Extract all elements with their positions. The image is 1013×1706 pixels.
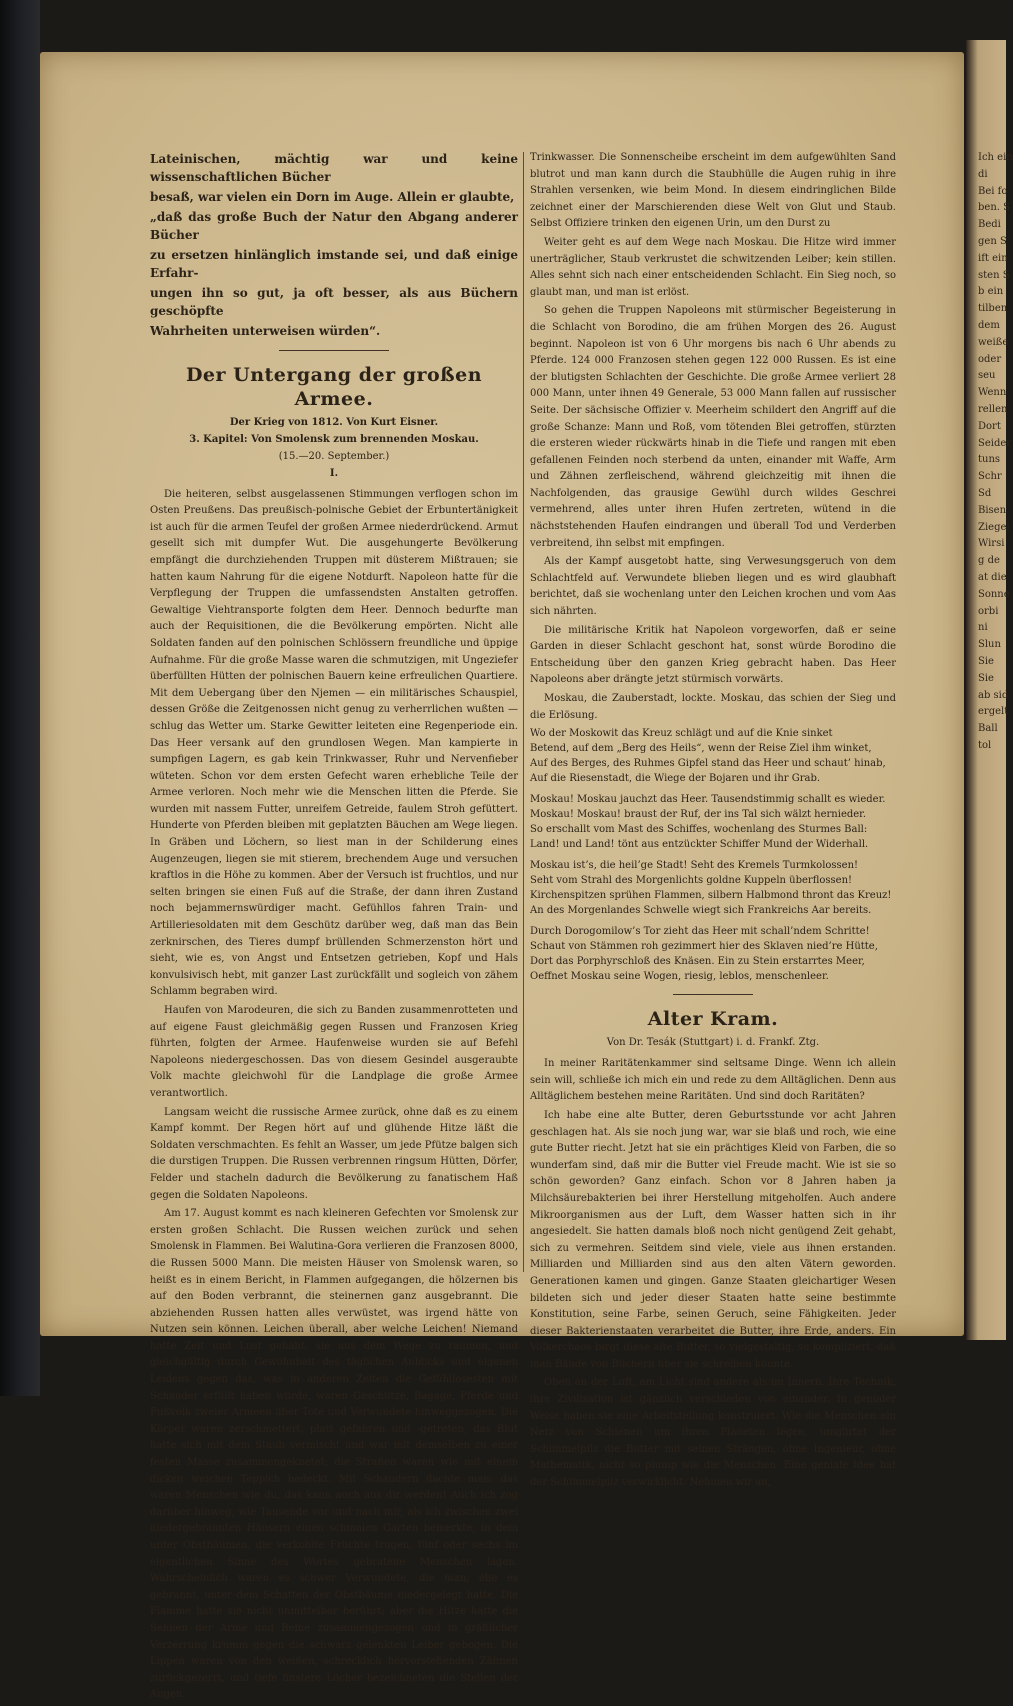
verse-line: Moskau! Moskau! braust der Ruf, der ins Tal sich wälzt hernieder.: [530, 809, 867, 821]
article-title: Alter Kram.: [647, 1008, 779, 1031]
fragment-line: Ball: [978, 723, 998, 735]
fragment-line: Ziegel: [978, 521, 1010, 533]
article-paragraph: Haufen von Marodeuren, die sich zu Banden zusammenrotteten und auf eigene Faust gleichmäßig gegen Russen und Franzosen Krieg führten, folgten der Armee. Haufenweise wurden sie auf Befehl Napoleons niedergeschossen. Das von diesem Gesindel ausgeraubte Volk machte gleichwohl für die Landplage die große Armee verantwortlich.: [150, 1005, 518, 1099]
article-paragraph: Weiter geht es auf dem Wege nach Moskau. Die Hitze wird immer unerträglicher, Staub verkrustet die schwitzenden Leiber; kein stillen. Alles sehnt sich nach einer entscheidenden Schlacht. Ein Sieg noch, so glaubt man, und man ist erlöst.: [530, 236, 896, 298]
fragment-line: Seider: [978, 437, 1012, 449]
fragment-line: ben. S: [978, 202, 1010, 214]
fragment-line: oder: [978, 353, 1002, 365]
intro-line: besaß, war vielen ein Dorn im Auge. Allein er glaubte,: [150, 190, 515, 204]
intro-line: Wahrheiten unterweisen würden“.: [150, 324, 381, 338]
verse-line: Moskau ist’s, die heil’ge Stadt! Seht des Kremels Turmkolossen!: [530, 860, 859, 872]
poem-stanza: [530, 858, 896, 918]
fragment-line: dem: [978, 319, 1000, 331]
verse-line: Dort das Porphyrschloß des Knäsen. Ein zu Stein erstarrtes Meer,: [530, 956, 865, 968]
verse-line: Schaut von Stämmen roh gezimmert hier des Sklaven nied’re Hütte,: [530, 941, 878, 953]
adjacent-page-text: [966, 40, 1013, 755]
poem-stanza: [530, 792, 896, 852]
fragment-line: Ich ein: [978, 152, 1013, 163]
verse-line: Seht vom Strahl des Morgenlichts goldne Kuppeln überflossen!: [530, 875, 853, 887]
article-paragraph: Ich habe eine alte Butter, deren Geburtsstunde vor acht Jahren geschlagen hat. Als sie noch jung war, war sie blaß und roch, wie eine gute Butter riecht. Jetzt hat sie ein prächtiges Kleid von Farben, die so wunderfam sind, daß mir die Butter viel Freude macht. Wie ist sie so schön geworden? Ganz einfach. Schon vor 8 Jahren haben ja Milchsäurebakterien bei ihrer Herstellung mitgeholfen. Auch andere Mikroorganismen aus der Luft, dem Wasser hatten sich in ihr angesiedelt. Sie hatten damals bloß noch nicht genügend Zeit gehabt, sich zu vermehren. Seitdem sind viele, viele aus ihnen erstanden. Milliarden und Milliarden sind aus den alten Vätern geworden. Generationen kamen und gingen. Ganze Staaten gleichartiger Wesen bildeten sich und jeder dieser Staaten hatte seine bestimmte Konstitution, seine Farbe, seinen Geruch, seine Fähigkeiten. Jeder dieser Bakterienstaaten verarbeitet die Butter, ihre Erde, anders. Ein Völkerchaos birgt diese alte Butter, so vielgestaltig, so kompliziert, daß man Bände von Büchern über sie schreiben könnte.: [530, 1109, 896, 1370]
fragment-line: Dort: [978, 420, 1001, 432]
fragment-line: di: [978, 168, 988, 180]
fragment-line: ergelt: [978, 706, 1009, 718]
fragment-line: Schr: [978, 471, 1002, 483]
section-numeral: I.: [329, 468, 339, 479]
article-paragraph: Als der Kampf ausgetobt hatte, sing Verwesungsgeruch von dem Schlachtfeld auf. Verwundete blieben liegen und es wird glaubhaft berichtet, daß sie wochenlang unter den Leichen krochen und vom Aas sich nährten.: [530, 556, 896, 618]
fragment-line: Sie: [978, 672, 994, 684]
right-column: [530, 150, 896, 1494]
fragment-line: Sd: [978, 487, 992, 499]
fragment-line: gen S: [978, 235, 1007, 247]
fragment-line: orbi: [978, 605, 999, 617]
verse-line: Moskau! Moskau jauchzt das Heer. Tausendstimmig schallt es wieder.: [530, 794, 886, 806]
column-divider: [523, 152, 524, 1272]
fragment-line: Bisen: [978, 504, 1007, 516]
article-paragraph: Die militärische Kritik hat Napoleon vorgeworfen, daß er seine Garden in dieser Schlacht geschont hat, sonst würde Borodino die Entscheidung über den ganzen Krieg gebracht haben. Das Heer Napoleons aber drängte jetzt stürmisch vorwärts.: [530, 624, 896, 686]
section-rule: [673, 994, 753, 995]
article-subtitle: Der Krieg von 1812. Von Kurt Eisner.: [229, 417, 439, 428]
fragment-line: b ein: [978, 286, 1004, 298]
fragment-line: tol: [978, 739, 992, 751]
intro-line: ungen ihn so gut, ja oft besser, als aus Büchern geschöpfte: [150, 286, 518, 318]
article-byline: Von Dr. Tesák (Stuttgart) i. d. Frankf. Ztg.: [606, 1037, 820, 1049]
article-paragraph: Langsam weicht die russische Armee zurück, ohne daß es zu einem Kampf kommt. Der Regen hört auf und glühende Hitze läßt die Soldaten verschmachten. Es fehlt an Wasser, um jede Pfütze balgen sich die durstigen Truppen. Die Russen verbrennen ringsum Hütten, Dörfer, Felder und stacheln dadurch die Bevölkerung zu fanatischem Haß gegen die Soldaten Napoleons.: [150, 1106, 518, 1201]
fragment-line: ni: [978, 622, 988, 634]
intro-line: Lateinischen, mächtig war und keine wissenschaftlichen Bücher: [150, 152, 518, 184]
article-paragraph: Die heiteren, selbst ausgelassenen Stimmungen verflogen schon im Osten Preußens. Das preußisch-polnische Gebiet der Erbuntertänigkeit ist auch für die armen Teufel der großen Armee niederdrückend. Armut gesellt sich mit dumpfer Wut. Die ausgehungerte Bevölkerung empfängt die durchziehenden Truppen mit düsterem Mißtrauen; sie hatten kaum Nahrung für die eigene Notdurft. Napoleon hatte für die Verpflegung der Truppen die umfassendsten Anstalten getroffen. Gewaltige Viehtransporte folgten dem Heer. Dennoch bedurfte man auch der Requisitionen, die die Bevölkerung empörten. Nicht alle Soldaten fanden auf den polnischen Schlössern freundliche und üppige Aufnahme. Für die große Masse waren die schmutzigen, mit Ungeziefer überfüllten Hütten der polnischen Bauern keine erfreulichen Quartiere. Mit dem Uebergang über den Njemen — ein militärisches Schauspiel, dessen Größe die Zeitgenossen nicht genug zu verherrlichen wußten — schlug das Wetter um. Starke Gewitter leiteten eine Regenperiode ein. Das Heer versank auf den grundlosen Wegen. Man kampierte in sumpfigen Lagern, es gab kein Trinkwasser, Ruhr und Nervenfieber wüteten. Schon vor dem ersten Gefecht waren erhebliche Teile der Armee verloren. Noch mehr wie die Menschen litten die Pferde. Sie wurden mit nassem Futter, unreifem Getreide, faulem Stroh gefüttert. Hunderte von Pferden bleiben mit geplatzten Bäuchen am Wege liegen. In Gräben und Löchern, so liest man in der Schilderung eines Augenzeugen, liegen sie mit stierem, brechendem Auge und versuchen kraftlos in die Höhe zu kommen. Aber der Versuch ist fruchtlos, und nur selten bringen sie einen Fuß auf die Straße, der dann ihren Zustand noch bejammernswürdiger macht. Gefühllos fahren Train- und Artilleriesoldaten mit dem Geschütz darüber weg, daß man das Bein zerknirschen, des Tieres dumpf brüllenden Schmerzenston hört und sieht, wie es, von Angst und Entsetzen getrieben, Kopf und Hals konvulsivisch hebt, mit ganzer Last zurückfällt und sogleich von zähem Schlamm begraben wird.: [150, 488, 518, 998]
poem-stanza: [530, 726, 896, 786]
verse-line: Wo der Moskowit das Kreuz schlägt und auf die Knie sinket: [530, 728, 833, 740]
article-paragraph: So gehen die Truppen Napoleons mit stürmischer Begeisterung in die Schlacht von Borodino, die am frühen Morgen des 26. August beginnt. Napoleon ist von 6 Uhr morgens bis nach 6 Uhr abends zu Pferde. 124 000 Franzosen stehen gegen 122 000 Russen. Es ist eine der blutigsten Schlachten der Geschichte. Die große Armee verliert 28 000 Mann, unter ihnen 49 Generale, 53 000 Mann fallen auf russischer Seite. Der sächsische Offizier v. Meerheim schildert den Angriff auf die große Schanze: Mann und Roß, vom tötenden Blei getroffen, stürzten die ersteren wieder rückwärts hinab in die Tiefe und rangen mit eben gefallenen Feinden noch sterbend da unten, einander mit Waffe, Arm und Zähnen zerfleischend, während gleichzeitig mit ihnen die Nachfolgenden, das grausige Gewühl durch wildes Geschrei vermehrend, alles unter ihren Hufen zertreten, wütend in die nächststehenden Haufen eindrangen und überall Tod und Verderben verbreitend, ihn selbst mit empfingen.: [530, 305, 896, 549]
verse-line: Oeffnet Moskau seine Wogen, riesig, leblos, menschenleer.: [530, 971, 829, 983]
fragment-line: rellen: [978, 403, 1008, 415]
fragment-line: Sonne: [978, 588, 1010, 600]
article-paragraph: Moskau, die Zauberstadt, lockte. Moskau, das schien der Sieg und die Erlösung.: [530, 693, 896, 721]
article-title: Der Untergang der großen Armee.: [185, 364, 483, 410]
fragment-line: ab sid: [978, 689, 1009, 701]
article-paragraph: Trinkwasser. Die Sonnenscheibe erscheint im dem aufgewühlten Sand blutrot und man kann durch die Staubhülle die Augen ruhig in ihre Strahlen versenken, wie beim Mond. In diesem eindringlichen Bilde zeichnet einer der Marschierenden diese Welt von Glut und Staub. Selbst Offiziere trinken den eigenen Urin, um den Durst zu: [530, 152, 896, 230]
fragment-line: seu: [978, 370, 996, 382]
verse-line: Kirchenspitzen sprühen Flammen, silbern Halbmond thront das Kreuz!: [530, 890, 892, 902]
fragment-line: Wenn: [978, 387, 1007, 399]
verse-line: Auf des Berges, des Ruhmes Gipfel stand das Heer und schaut’ hinab,: [530, 758, 886, 770]
adjacent-page-edge: [966, 40, 1013, 1340]
verse-line: Betend, auf dem „Berg des Heils“, wenn der Reise Ziel ihm winket,: [530, 743, 872, 755]
book-binding-left: [0, 0, 40, 1396]
left-column: [150, 150, 518, 1706]
verse-line: So erschallt vom Mast des Schiffes, wochenlang des Sturmes Ball:: [530, 824, 868, 836]
fragment-line: tilben: [978, 303, 1008, 315]
fragment-line: Sie: [978, 655, 994, 667]
fragment-line: sten S: [978, 269, 1010, 281]
fragment-line: at die: [978, 571, 1007, 583]
fragment-line: ift ein: [978, 252, 1008, 264]
fragment-line: Wirsi: [978, 538, 1005, 550]
article-paragraph: Am 17. August kommt es nach kleineren Gefechten vor Smolensk zur ersten großen Schlacht. Die Russen weichen zurück und sehen Smolensk in Flammen. Bei Walutina-Gora verlieren die Franzosen 8000, die Russen 5000 Mann. Die meisten Häuser von Smolensk waren, so heißt es in einem Bericht, in Flammen aufgegangen, die hölzernen bis auf den Boden verbrannt, die steinernen ganz ausgebrannt. Die abziehenden Russen hatten alles verwüstet, was irgend hätte von Nutzen sein können. Leichen überall, aber welche Leichen! Niemand hatte Zeit und Lust gehabt, sie aus dem Wege zu räumen, und gleichgültig durch Gewohnheit des täglichen Anblicks und eigenen Leidens gegen das, was in anderen Zeiten die Gefühllosesten mit Schauder erfüllt haben würde, waren Geschütze, Bagage, Pferde und Fußvolk zweier Armeen über Tote und Verwundete hinweggezogen. Die Körper waren zerschmettert, platt gefahren und -getreten, das Blut hatte sich mit dem Staub vermischt und war mit demselben zu einer festen Masse zusammengeknetet; die Straßen waren wie mit einem dicken weichen Teppich bedeckt. Mit Schaudern dachte man: das waren Menschen wie du, das kann auch aus dir werden! Auch ich zog darüber hinweg, wie Tausende vor und nach mir, als ich zwischen zwei niedergebrannten Häusern einen schmalen Garten bemerkte, in dem unter Obstbäumen, die verkohlte Früchte trugen, fünf oder sechs im eigentlichen Sinne des Wortes gebratene Menschen lagen. Wahrscheinlich waren es schwer Verwundete, die man, ehe es gebrannt, unter dem Schatten der Obstbäume niedergelegt hatte. Die Flamme hatte sie nicht unmittelbar berührt; aber die Hitze hatte die Sehnen der Arme und Beine zusammengezogen und in gräßlicher Verzerrung krumm gegen die schwarz gelenkten Leiber gebogen. Die Lippen waren von den weißen, schrecklich hervorstehenden Zähnen zurückgezerrt, und tiefe finstere Löcher bezeichneten die Stellen der Augen.: [150, 1208, 518, 1701]
fragment-line: tuns: [978, 454, 1001, 466]
article-paragraph: In meiner Raritätenkammer sind seltsame Dinge. Wenn ich allein sein will, schließe ich mich ein und rede zu dem Alltäglichen. Denn aus Alltäglichem bestehen meine Raritäten. Und sind doch Raritäten?: [530, 1058, 896, 1103]
fragment-line: g de: [978, 555, 1000, 567]
verse-line: Auf die Riesenstadt, die Wiege der Bojaren und ihr Grab.: [530, 773, 821, 785]
article-paragraph: Oben an der Luft, am Licht sind andere als im Innern. Ihre Technik, ihre Zivilisation ist gänzlich verschieden von einander. In genialer Weise haben sie eine Arbeitsteilung konstruiert. Wie die Menschen ein Netz von Schienen um ihren Planeten legen, umgürtet der Schimmelpilz die Butter mit seinen Strängen, ohne Ingenieur, ohne Mathematik, nicht so plump wie die Menschen. Eine geniale Idee hat der Schimmelpilz verwirklicht. Nehmen wir an,: [530, 1377, 896, 1489]
fragment-line: Bei fo: [978, 185, 1008, 197]
chapter-heading: 3. Kapitel: Von Smolensk zum brennenden Moskau.: [189, 434, 479, 445]
intro-line: „daß das große Buch der Natur den Abgang anderer Bücher: [150, 210, 518, 242]
verse-line: An des Morgenlandes Schwelle wiegt sich Frankreichs Aar bereits.: [530, 905, 872, 917]
section-rule: [279, 350, 389, 351]
chapter-dates: (15.—20. September.): [278, 451, 390, 462]
verse-line: Land! und Land! tönt aus entzückter Schiffer Mund der Widerhall.: [530, 839, 869, 851]
fragment-line: weiße: [978, 336, 1009, 348]
fragment-line: Slun: [978, 639, 1001, 651]
intro-line: zu ersetzen hinlänglich imstande sei, und daß einige Erfahr-: [150, 248, 518, 280]
fragment-line: Bedi: [978, 219, 1001, 231]
poem-stanza: [530, 924, 896, 984]
verse-line: Durch Dorogomilow’s Tor zieht das Heer mit schall’ndem Schritte!: [530, 926, 870, 938]
